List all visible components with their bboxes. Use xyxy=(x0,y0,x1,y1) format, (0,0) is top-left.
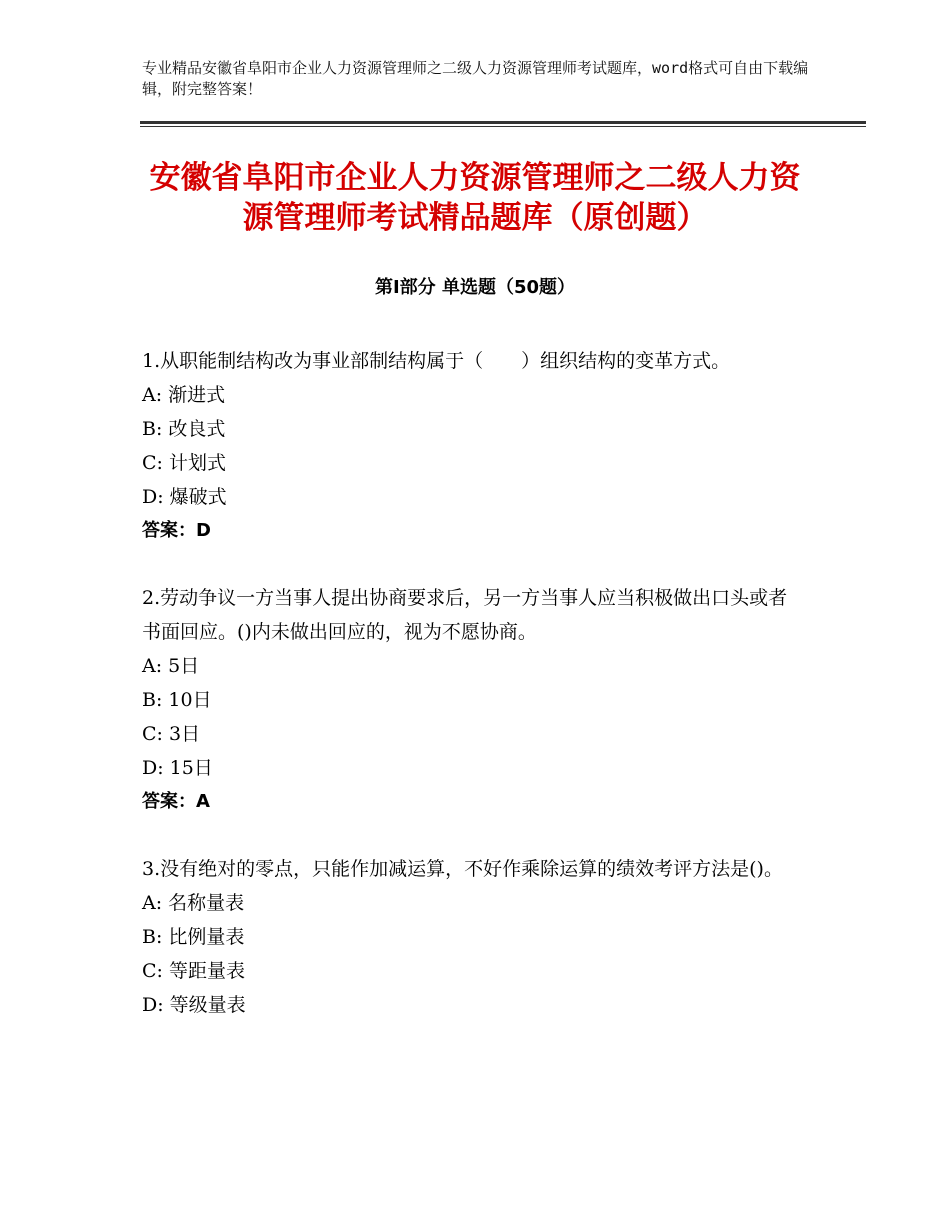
option-a: A: 渐进式 xyxy=(142,384,226,406)
option-b: B: 比例量表 xyxy=(142,926,245,948)
question-list xyxy=(142,344,802,1055)
option-d: D: 等级量表 xyxy=(142,994,246,1016)
header-divider-thick xyxy=(140,121,866,124)
document-title: 安徽省阜阳市企业人力资源管理师之二级人力资源管理师考试精品题库（原创题） xyxy=(149,160,801,236)
header-note: 专业精品安徽省阜阳市企业人力资源管理师之二级人力资源管理师考试题库，word格式可自由下载编辑，附完整答案！ xyxy=(142,59,809,98)
question-2 xyxy=(142,581,802,819)
question-answer: 答案：D xyxy=(142,520,211,541)
section-title: 第Ⅰ部分 单选题（50题） xyxy=(374,277,575,298)
question-stem: 1.从职能制结构改为事业部制结构属于（ ）组织结构的变革方式。 xyxy=(142,350,731,372)
option-b: B: 改良式 xyxy=(142,418,226,440)
question-3 xyxy=(142,852,802,1022)
option-c: C: 计划式 xyxy=(142,452,226,474)
option-a: A: 名称量表 xyxy=(142,892,245,914)
option-a: A: 5日 xyxy=(142,655,200,677)
option-d: D: 爆破式 xyxy=(142,486,227,508)
option-b: B: 10日 xyxy=(142,689,212,711)
question-1 xyxy=(142,344,802,548)
header-divider-thin xyxy=(140,126,866,127)
option-c: C: 3日 xyxy=(142,723,201,745)
question-stem: 2.劳动争议一方当事人提出协商要求后，另一方当事人应当积极做出口头或者书面回应。()内未做出回应的，视为不愿协商。 xyxy=(142,587,788,643)
option-d: D: 15日 xyxy=(142,757,213,779)
option-c: C: 等距量表 xyxy=(142,960,245,982)
question-answer: 答案：A xyxy=(142,791,210,812)
question-stem: 3.没有绝对的零点，只能作加减运算，不好作乘除运算的绩效考评方法是()。 xyxy=(142,858,783,880)
